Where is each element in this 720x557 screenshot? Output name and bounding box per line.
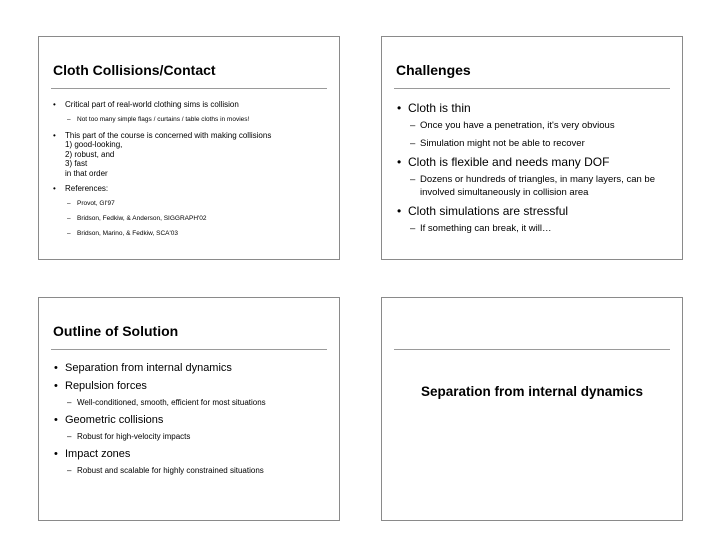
sub-bullet-item: – Bridson, Fedkiw, & Anderson, SIGGRAPH'02 [53,215,331,223]
slide-title: Challenges [396,62,471,78]
slide-outline-of-solution [38,297,340,521]
sub-bullet-item: – Once you have a penetration, it's very obvious [396,120,674,133]
title-divider [394,88,670,89]
sub-bullet-item: – Simulation might not be able to recover [396,138,674,151]
sub-bullet-item: – Well-conditioned, smooth, efficient for most situations [53,398,331,408]
bullet-item: • Repulsion forces [53,380,331,393]
bullet-item: • Cloth is thin [396,101,674,115]
bullet-item: • References: [53,184,331,194]
slide-title: Cloth Collisions/Contact [53,62,216,78]
sub-bullet-item: – Robust and scalable for highly constrained situations [53,466,331,476]
bullet-item: • This part of the course is concerned with making collisions 1) good-looking, 2) robust, and 3) fast in that order [53,131,331,179]
sub-bullet-item: – Bridson, Marino, & Fedkiw, SCA'03 [53,230,331,238]
slide-body [53,100,331,245]
sub-bullet-item: – Not too many simple flags / curtains / table cloths in movies! [53,116,331,124]
title-divider [51,88,327,89]
bullet-item: • Cloth is flexible and needs many DOF [396,155,674,169]
slide-title: Outline of Solution [53,323,179,339]
slide-body [53,362,331,482]
slide-cloth-collisions [38,36,340,260]
section-title: Separation from internal dynamics [420,384,644,399]
slide-body [396,101,674,241]
sub-bullet-item: – Dozens or hundreds of triangles, in many layers, can be involved simultaneously in collision area [396,174,674,199]
slide-separation-section [381,297,683,521]
bullet-item: • Cloth simulations are stressful [396,204,674,218]
bullet-item: • Critical part of real-world clothing sims is collision [53,100,331,110]
bullet-item: • Impact zones [53,448,331,461]
title-divider [51,349,327,350]
bullet-item: • Geometric collisions [53,414,331,427]
sub-bullet-item: – If something can break, it will… [396,223,674,236]
bullet-item: • Separation from internal dynamics [53,362,331,375]
slide-challenges [381,36,683,260]
sub-bullet-item: – Robust for high-velocity impacts [53,432,331,442]
sub-bullet-item: – Provot, GI'97 [53,200,331,208]
title-divider [394,349,670,350]
